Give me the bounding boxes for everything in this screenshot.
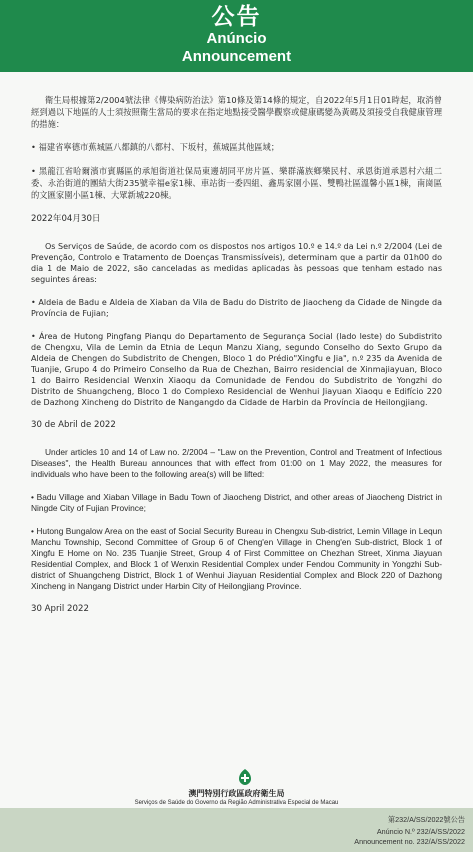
- notice-number-portuguese: Anúncio N.º 232/A/SS/2022: [376, 827, 465, 836]
- announcement-body: [31, 95, 442, 631]
- title-english: Announcement: [181, 48, 292, 65]
- chinese-area-item: • 福建省寧德市蕉城區八都鎮的八都村、下坂村，蕉城區其他區域；: [31, 142, 280, 153]
- chinese-area-item: • 黑龍江省哈爾濱市賓縣區的承旭街道社保局東邊胡同平房片區、樂群滿族鄉樂民村、承恩街道承恩村六組二委、永治街道的團結大街235號幸福e家1棟、車站街一委四組、鑫馬家園小區、雙鴨社區溫馨小區1棟，南崗區的文匯家園小區1棟、大眾新城220棟。: [31, 166, 442, 200]
- footer-org-portuguese: Serviços de Saúde do Governo da Região Administrativa Especial de Macau: [134, 800, 339, 806]
- portuguese-date: 30 de Abril de 2022: [31, 419, 116, 430]
- chinese-date: 2022年04月30日: [31, 213, 101, 224]
- chinese-intro-paragraph: 衛生局根據第2/2004號法律《傳染病防治法》第10條及第14條的規定，自2022年5月1日01時起，取消曾經到過以下地區的人士須按照衛生當局的要求在指定地點接受醫學觀察或健康碼變為黃碼及須接受自我健康管理的措施：: [31, 95, 442, 129]
- english-area-item: • Badu Village and Xiaban Village in Badu Town of Jiaocheng District, and other areas of Jiaocheng District in Ningde City of Fujian Province;: [31, 491, 442, 513]
- english-area-item: • Hutong Bungalow Area on the east of Social Security Bureau in Chengxu Sub-district, Lemin Village in Lequn Manchu Township, Second Committee of Group 6 of Cheng'en Village in Cheng'en Sub-district, Block 1 of Xingfu E Home on No. 235 Tuanjie Street, Group 4 of First Committee on Chezhan Street, Xinma Jiayuan Residential Complex, and Block 1 of Wenxin Residential Complex under Fendou Community in Yongzhi Sub-district of Shuangcheng District, Block 1 of Wenhui Jiayuan Residential Complex and Block 220 of Dazhong Xincheng in Nangang District under Harbin City of Heilongjiang Province.: [31, 525, 442, 591]
- english-intro-paragraph: Under articles 10 and 14 of Law no. 2/2004 – "Law on the Prevention, Control and Treatment of Infectious Diseases", the Health Bureau announces that with effect from 01:00 on 1 May 2022, the measures for individuals who have been to the following area(s) will be lifted:: [31, 446, 442, 479]
- announcement-header: [0, 0, 473, 72]
- health-bureau-logo-icon: [236, 768, 254, 786]
- title-chinese: 公告: [211, 4, 262, 30]
- notice-number-english: Announcement no. 232/A/SS/2022: [354, 837, 465, 846]
- footer-org-chinese: 澳門特別行政區政府衛生局: [188, 789, 285, 798]
- notice-number-chinese: 第232/A/SS/2022號公告: [387, 815, 465, 824]
- title-portuguese: Anúncio: [206, 30, 267, 47]
- portuguese-intro-paragraph: Os Serviços de Saúde, de acordo com os dispostos nos artigos 10.º e 14.º da Lei n.º 2/2004 (Lei de Prevenção, Controlo e Tratamento de Doenças Transmissíveis), determinam que a partir da 01h00 do dia 1 de Maio de 2022, são canceladas as medidas aplicadas às pessoas que tenham estado nas seguintes áreas:: [31, 241, 442, 284]
- english-date: 30 April 2022: [31, 603, 89, 614]
- portuguese-area-item: • Área de Hutong Pingfang Pianqu do Departamento de Segurança Social (lado leste) do Subdistrito de Chengxu, Vila de Lemin da Etnia de Lequn Manzu Xiang, segundo Conselho do Sexto Grupo da Aldeia de Chengen do Subdistrito de Chengen, Bloco 1 do Prédio"Xingfu e Jia", n.º 235 da Avenida de Tuanjie, Grupo 4 do Primeiro Conselho da Rua de Chezhan, Bairro residencial de Xinmajiayuan, Bloco 1 do Bairro Residencial Wenxin Xiaoqu da Comunidade de Fendou do Subdistrito de Yongzhi do Distrito de Shuangcheng, Bloco 1 do Complexo Residencial de Wenhui Jiayuan Xiaoqu e Edifício 220 de Dazhong Xincheng do Distrito de Nangangdo da Cidade de Harbin da Província de Heilongjiang.: [31, 331, 442, 407]
- portuguese-area-item: • Aldeia de Badu e Aldeia de Xiaban da Vila de Badu do Distrito de Jiaocheng da Cidade de Ningde da Província de Fujian;: [31, 297, 442, 318]
